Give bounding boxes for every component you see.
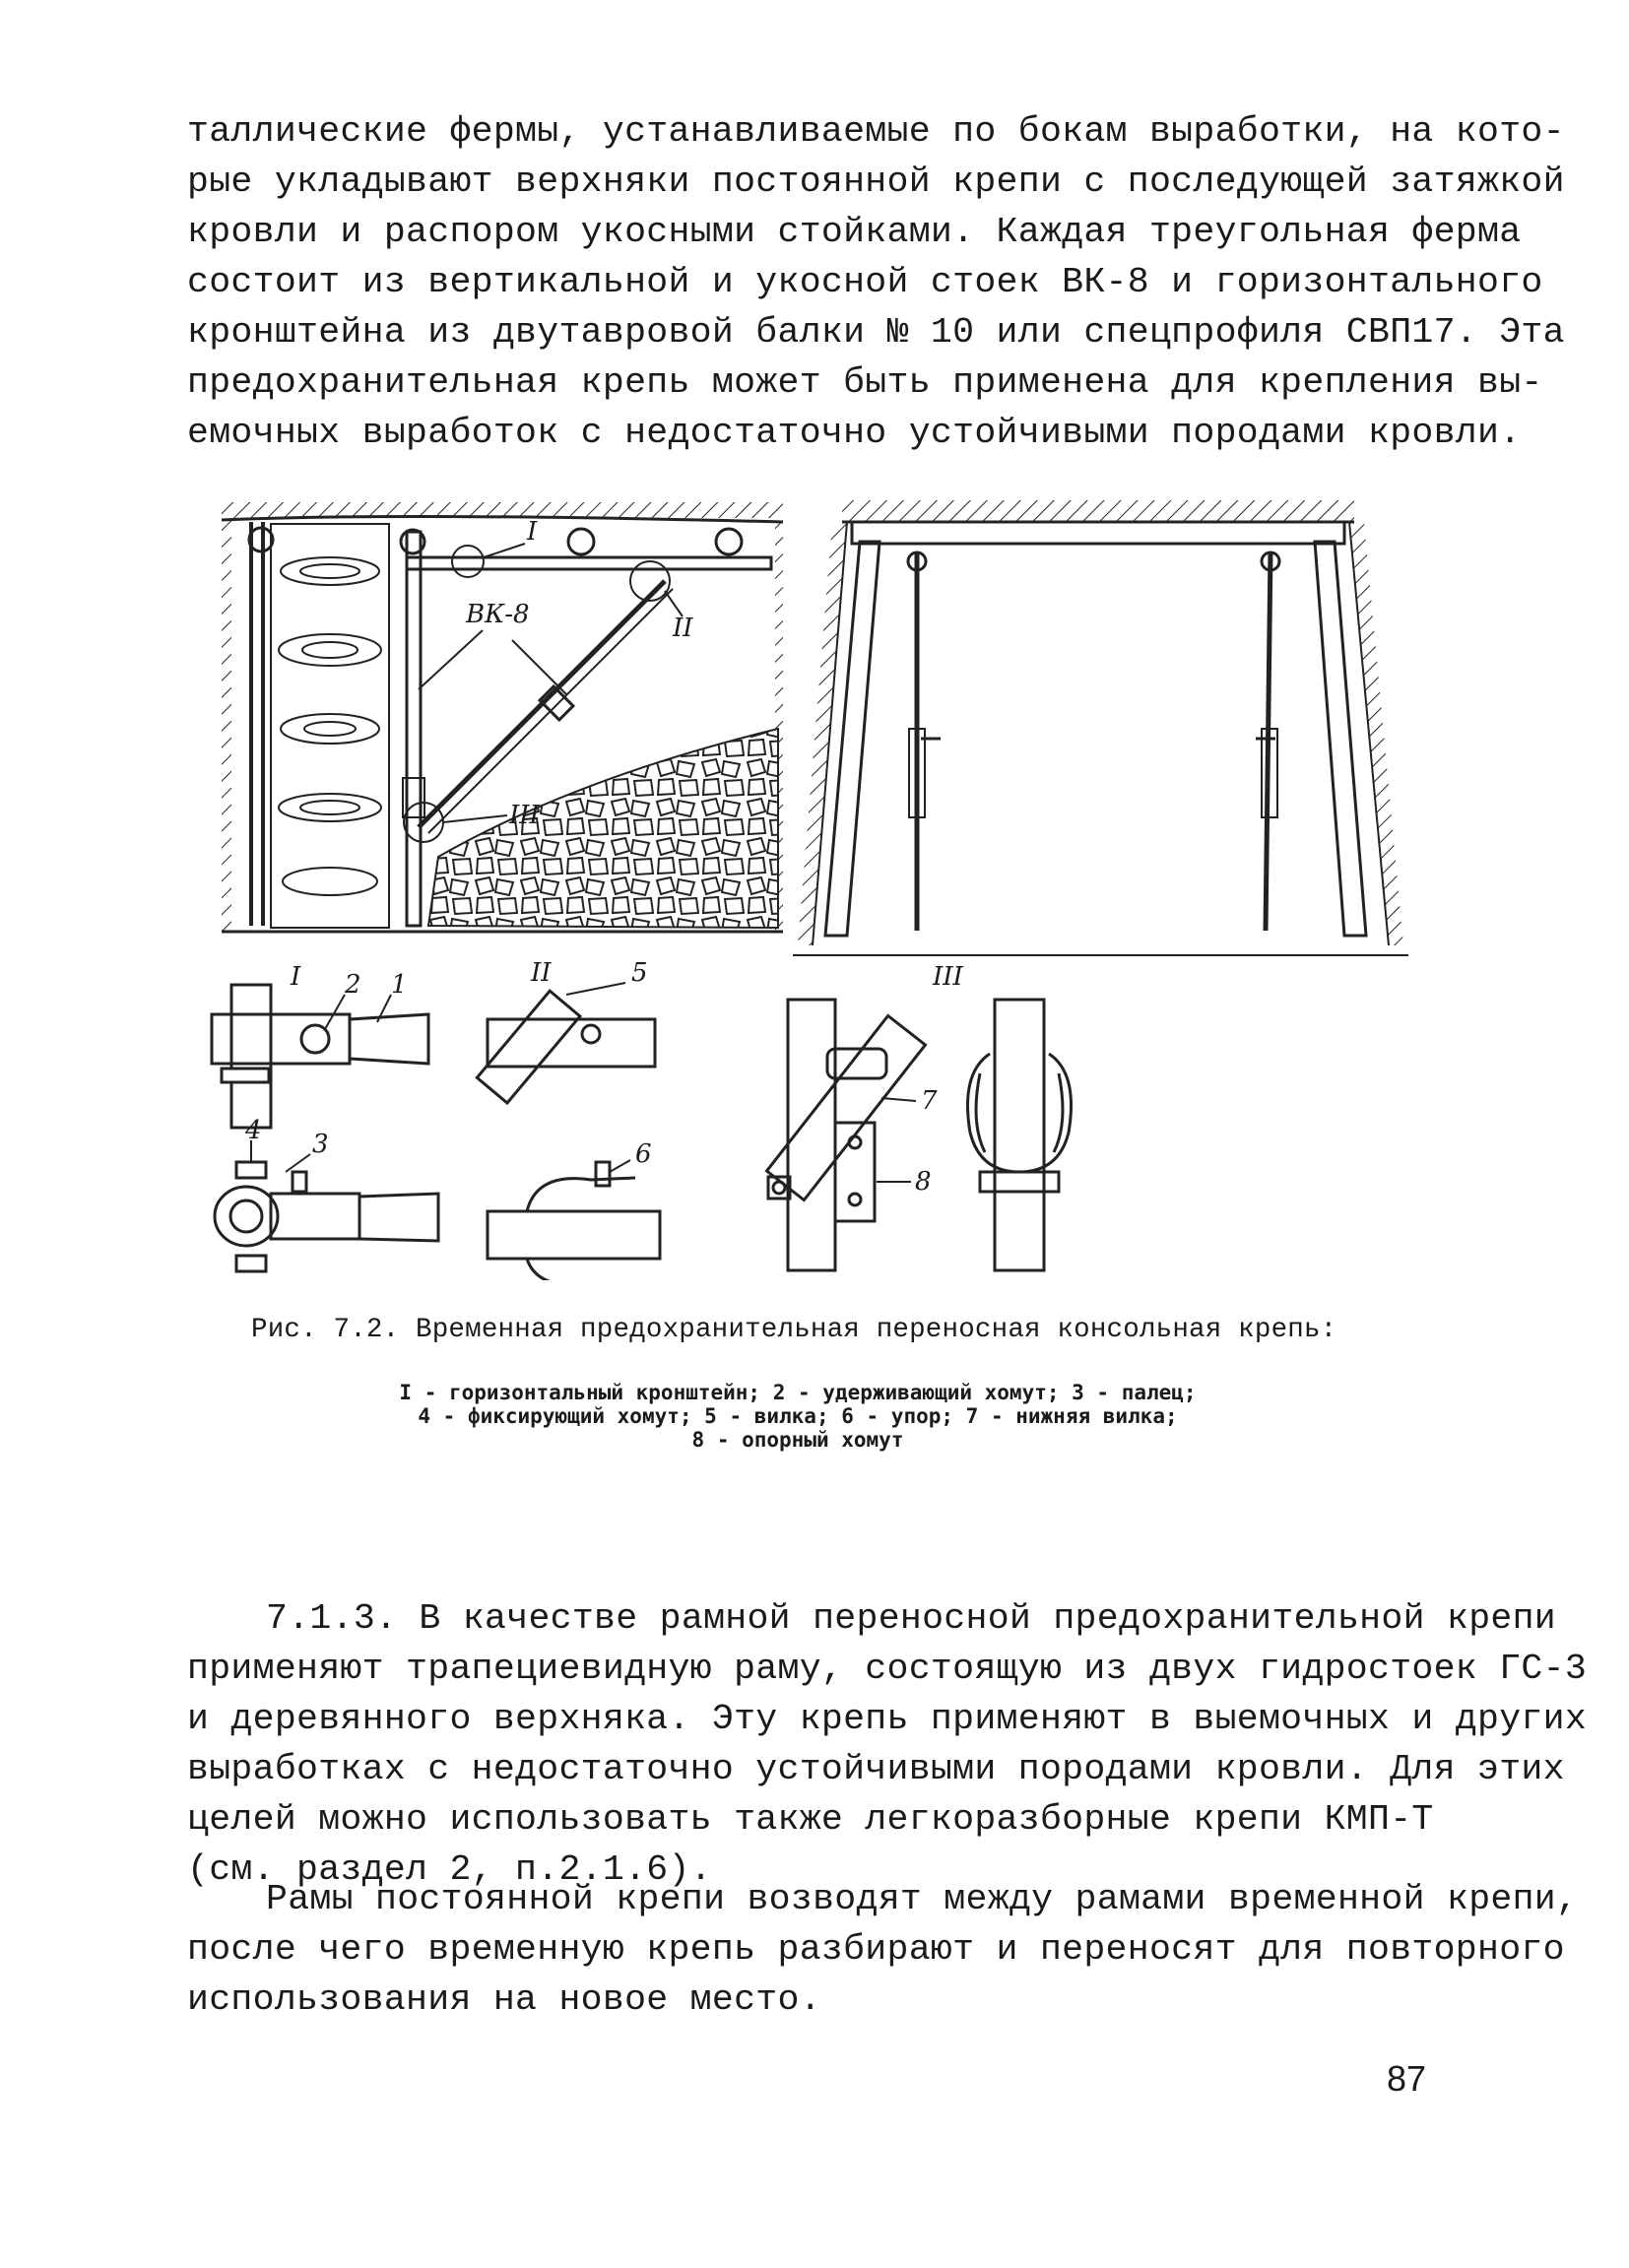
text-line: кровли и распором укосными стойками. Каждая треугольная ферма	[187, 212, 1522, 252]
label-detail-I: I	[527, 517, 538, 547]
console-support-drawing	[222, 502, 783, 932]
text-line: и деревянного верхняка. Эту крепь применяют в выемочных и других	[187, 1699, 1588, 1739]
label-part-1: 1	[391, 970, 408, 1000]
trapezoidal-frame-drawing	[793, 500, 1408, 955]
text-line: рые укладывают верхняки постоянной крепи с последующей затяжкой	[187, 162, 1565, 202]
label-detail-I-sub: I	[291, 962, 301, 992]
text-line: после чего временную крепь разбирают и переносят для повторного	[187, 1929, 1565, 1970]
text-line: применяют трапециевидную раму, состоящую из двух гидростоек ГС-3	[187, 1649, 1588, 1689]
text-line: таллические фермы, устанавливаемые по бокам выработки, на кото-	[187, 111, 1565, 152]
text-line: предохранительная крепь может быть применена для крепления вы-	[187, 362, 1543, 403]
paragraph-top	[187, 106, 1565, 458]
label-part-3: 3	[312, 1130, 329, 1159]
label-detail-II-sub: II	[531, 958, 552, 988]
label-detail-II: II	[673, 614, 693, 643]
text-line: емочных выработок с недостаточно устойчивыми породами кровли.	[187, 413, 1522, 453]
text-line: (см. раздел 2, п.2.1.6).	[187, 1849, 712, 1890]
label-part-2: 2	[345, 970, 361, 1000]
text-line: выработках с недостаточно устойчивыми породами кровли. Для этих	[187, 1749, 1565, 1789]
label-detail-III-sub: III	[933, 962, 963, 992]
text-line: Рамы постоянной крепи возводят между рамами временной крепи,	[266, 1879, 1579, 1919]
label-part-8: 8	[915, 1167, 932, 1197]
legend-line: 4 - фиксирующий хомут; 5 - вилка; 6 - упор; 7 - нижняя вилка;	[418, 1404, 1178, 1428]
figure-drawing	[202, 483, 1433, 1280]
page-number: 87	[1387, 2058, 1427, 2099]
figure-legend	[355, 1381, 1241, 1452]
text-line: 7.1.3. В качестве рамной переносной предохранительной крепи	[266, 1598, 1557, 1639]
text-line: кронштейна из двутавровой балки № 10 или спецпрофиля СВП17. Эта	[187, 312, 1565, 353]
text-line: целей можно использовать также легкоразборные крепи КМП-Т	[187, 1799, 1434, 1840]
paragraph-frames	[187, 1874, 1579, 2025]
detail-III-drawing	[767, 1000, 1072, 1270]
legend-line: 8 - опорный хомут	[691, 1428, 904, 1452]
text-line: состоит из вертикальной и укосной стоек ВК-8 и горизонтального	[187, 262, 1543, 302]
label-part-5: 5	[631, 958, 648, 988]
label-part-4: 4	[245, 1116, 262, 1145]
label-part-6: 6	[635, 1139, 652, 1169]
paragraph-7-1-3	[187, 1593, 1588, 1895]
label-stand-vk8: ВК-8	[466, 600, 530, 629]
label-detail-III: III	[509, 801, 540, 830]
label-part-7: 7	[921, 1086, 938, 1116]
text-line: использования на новое место.	[187, 1979, 821, 2020]
figure-caption: Рис. 7.2. Временная предохранительная переносная консольная крепь:	[251, 1315, 1337, 1345]
figure-7-2	[202, 483, 1433, 1280]
detail-II-drawing	[477, 983, 660, 1280]
legend-line: I - горизонтальный кронштейн; 2 - удерживающий хомут; 3 - палец;	[399, 1381, 1197, 1404]
